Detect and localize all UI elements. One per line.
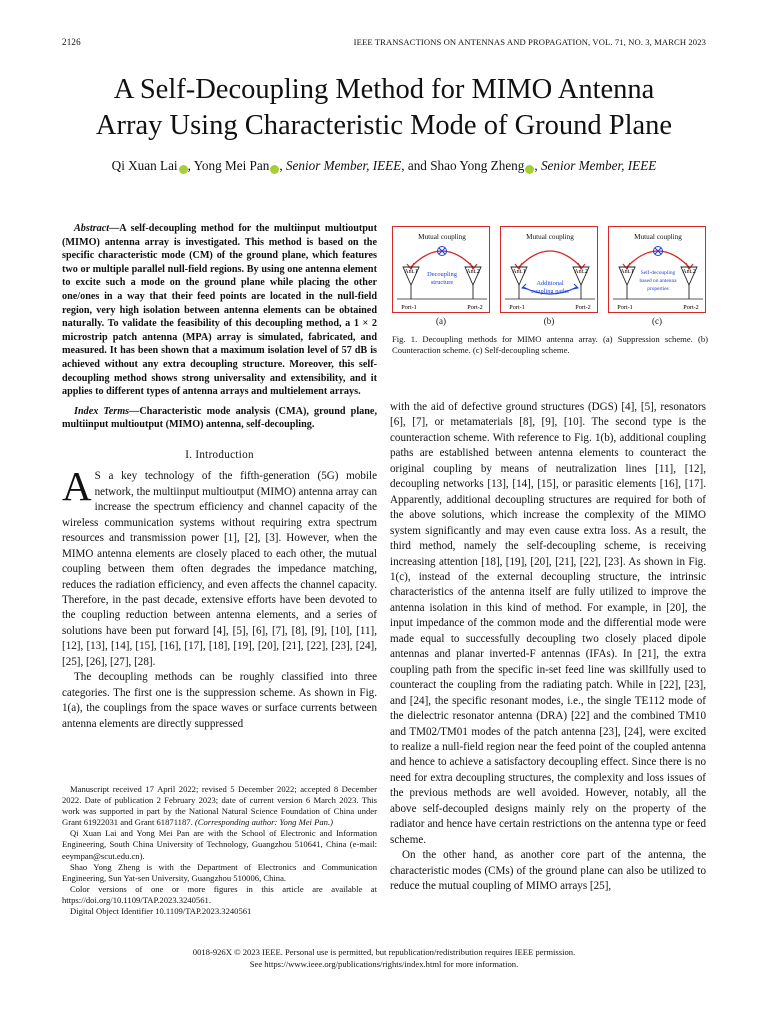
left-column bbox=[62, 222, 377, 732]
index-terms-label: Index Terms bbox=[74, 405, 130, 417]
author-1: Qi Xuan Lai bbox=[111, 158, 178, 173]
page-number: 2126 bbox=[62, 37, 81, 47]
index-terms-text: Characteristic mode analysis (CMA), ground plane, multiinput multioutput (MIMO) antenna, self-decoupling. bbox=[62, 405, 377, 431]
copyright-footer bbox=[40, 947, 728, 970]
antenna-1-label: Ant.1 bbox=[404, 269, 418, 275]
panel-label: (a) bbox=[436, 316, 446, 326]
port-2-label: Port-2 bbox=[575, 304, 591, 311]
title-line-2: Array Using Characteristic Mode of Ground Plane bbox=[95, 110, 673, 141]
footnote-corresponding: (Corresponding author: Yong Mei Pan.) bbox=[194, 817, 333, 828]
figure-panel-drawing bbox=[501, 227, 599, 314]
figure-panel bbox=[500, 226, 598, 313]
antenna-1-label: Ant.1 bbox=[620, 269, 634, 275]
figure-caption: Fig. 1. Decoupling methods for MIMO antenna array. (a) Suppression scheme. (b) Counteraction scheme. (c) Self-decoupling scheme. bbox=[392, 334, 708, 356]
antenna-1-label: Ant.1 bbox=[512, 269, 526, 275]
right-column bbox=[390, 400, 706, 895]
footnote-color-versions[interactable]: Color versions of one or more figures in this article are available at https://doi.org/10.1109/TAP.2023.3240561. bbox=[62, 883, 377, 905]
orcid-icon[interactable] bbox=[525, 165, 534, 174]
author-list: Qi Xuan Lai , Yong Mei Pan , Senior Member, IEEE, and Shao Yong Zheng , Senior Member, IEEE bbox=[111, 158, 657, 173]
figure-panel-drawing bbox=[393, 227, 491, 314]
intro-paragraph-1-text: S a key technology of the fifth-generation (5G) mobile network, the multiinput multioutput (MIMO) antenna array can increase the spectrum efficiency and channel capacity of the wireless communication systems without requiring extra spectrum resources and transmission power [1], [2], [3]. However, when the MIMO antenna elements are closely placed to each other, the mutual coupling between them often degrades the impedance matching, reduces the radiation efficiency, and even affects the channel capacity. Therefore, in the past decade, extensive efforts have been devoted to the coupling reduction between antenna elements, and a series of solutions have been put forward [4], [5], [6], [7], [8], [9], [10], [11], [12], [13], [14], [15], [16], [17], [18], [19], [20], [21], [22], [23], [24], [25], [26], [27], [28]. bbox=[62, 470, 377, 668]
antenna-2-label: Ant.2 bbox=[574, 269, 588, 275]
panel-annotation: Additional bbox=[536, 280, 564, 287]
footnote-manuscript-text: Manuscript received 17 April 2022; revised 5 December 2022; accepted 8 December 2022. Date of publication 2 February 2023; date of current version 6 March 2023. This work was supported in part by the National Natural Science Foundation of China under Grant 61922031 and Grant 61871187. bbox=[62, 784, 377, 828]
figure-panel bbox=[608, 226, 706, 313]
panel-annotation: Decoupling bbox=[427, 271, 457, 278]
abstract-label: Abstract bbox=[74, 223, 110, 234]
author-3: Shao Yong Zheng bbox=[430, 158, 525, 173]
port-2-label: Port-2 bbox=[467, 304, 483, 311]
figure-panel-drawing bbox=[609, 227, 707, 314]
panel-annotation: based on antenna bbox=[639, 278, 677, 284]
panel-annotation: properties bbox=[647, 286, 669, 292]
title-line-1: A Self-Decoupling Method for MIMO Antenna bbox=[113, 74, 655, 105]
port-1-label: Port-1 bbox=[617, 304, 633, 311]
footnote-affiliation-1: Qi Xuan Lai and Yong Mei Pan are with the School of Electronic and Information Engineering, South China University of Technology, Guangzhou 510641, China (e-mail: eeympan@scut.edu.cn). bbox=[62, 828, 377, 861]
panel-label: (c) bbox=[652, 316, 662, 326]
panel-annotation: coupling paths bbox=[531, 288, 569, 295]
footnote bbox=[62, 784, 377, 917]
panel-annotation: structure bbox=[430, 279, 454, 286]
coupling-arrow bbox=[411, 251, 473, 267]
orcid-icon[interactable] bbox=[179, 165, 188, 174]
coupling-arrow bbox=[519, 251, 581, 267]
abstract: Abstract—A self-decoupling method for the multiinput multioutput (MIMO) antenna array is investigated. This method is based on the specific characteristic mode (CM) of the ground plane, which features two or multiple parallel null-field regions. By using one antenna element to excite such a mode on the ground plane while placing the other one/ones in a way that their feed points are located in the null-field region, very high isolation between antenna elements can be obtained naturally. To validate the feasibility of this decoupling method, a 1 × 2 microstrip patch antenna (MPA) array is simulated, fabricated, and measured. It has been shown that a maximum isolation level of 57 dB is achieved without any extra decoupling structure. Moreover, this self-decoupling method shows strong universality and extensibility, and it applies to different types of antenna arrays and multielement arrays. bbox=[62, 223, 377, 398]
paper-title bbox=[40, 72, 728, 144]
antenna-2-label: Ant.2 bbox=[466, 269, 480, 275]
port-1-label: Port-1 bbox=[401, 304, 417, 311]
intro-paragraph-2: The decoupling methods can be roughly classified into three categories. The first one is the suppression scheme. As shown in Fig. 1(a), the couplings from the space waves or surface currents between antenna elements are directly suppressed bbox=[62, 671, 377, 730]
panel-title: Mutual coupling bbox=[526, 233, 574, 241]
panel-title: Mutual coupling bbox=[634, 233, 682, 241]
intro-paragraph-1 bbox=[62, 463, 377, 670]
footer-line-2[interactable]: See https://www.ieee.org/publications/rights/index.html for more information. bbox=[249, 958, 519, 969]
author-2-role: Senior Member, IEEE bbox=[285, 158, 402, 173]
footnote-affiliation-2: Shao Yong Zheng is with the Department of Electronics and Communication Engineering, Sun Yat-sen University, Guangzhou 510006, China. bbox=[62, 861, 377, 883]
author-separator: , and bbox=[401, 158, 431, 173]
author-3-role: Senior Member, IEEE bbox=[540, 158, 657, 173]
footer-line-1: 0018-926X © 2023 IEEE. Personal use is permitted, but republication/redistribution requires IEEE permission. bbox=[192, 947, 576, 957]
coupling-arrow bbox=[627, 251, 689, 267]
panel-label: (b) bbox=[543, 316, 555, 326]
index-terms: Index Terms—Characteristic mode analysis (CMA), ground plane, multiinput multioutput (MIMO) antenna, self-decoupling. bbox=[62, 405, 377, 431]
author-2: Yong Mei Pan bbox=[193, 158, 270, 173]
intro-paragraph-4: On the other hand, as another core part of the antenna, the characteristic modes (CMs) of the ground plane can also be utilized to reduce the mutual coupling of MIMO arrays [25], bbox=[390, 849, 706, 893]
panel-title: Mutual coupling bbox=[418, 233, 466, 241]
antenna-2-label: Ant.2 bbox=[682, 269, 696, 275]
panel-annotation: Self-decoupling bbox=[640, 270, 676, 276]
section-heading: I. Introduction bbox=[185, 448, 254, 461]
intro-paragraph-3: with the aid of defective ground structures (DGS) [4], [5], resonators [6], [7], or metamaterials [8], [9], [10]. The second type is the counteraction scheme. With reference to Fig. 1(b), additional coupling paths are established between antenna elements to counteract the original coupling by means of neutralization lines [11], [12], decoupling networks [13], [14], [15], or parasitic elements [16], [17]. Apparently, additional decoupling structures are required for both of the above solutions, which increase the complexity of the MIMO system significantly and may even cause extra loss. As a result, the third method, namely the self-decoupling scheme, is receiving increasing attention [18], [19], [20], [21], [22], [23]. As shown in Fig. 1(c), instead of the external decoupling structure, the intrinsic characteristics of the antenna itself are fully utilized to improve the antenna isolation in this kind of method. For example, in [20], the input impedance of the common mode and the differential mode were made equal to successfully decoupling two closely placed dipole antennas and planar inverted-F antennas (IFAs). In [21], the extra coupling path from the specific in-set feed line was skillfully used to counteract the coupling from the radiating patch. While in [22], [23], and [24], the specific resonant modes, i.e., the single TE112 mode of the dielectric resonator antenna (DRA) [22] and the combined TM10 and TM02/TM01 modes of the patch antenna [23], [24], were excited to realize a null-field region near the feed point of the coupled antenna and hence to achieve a satisfactory decoupling effect. Since there is no need for extra decoupling structures, the complexity and loss issues of the previous methods are well avoided. However, notably, all the above self-decoupled designs mainly rely on the property of the radiator and hence have certain restrictions on the antenna type or feed scheme. bbox=[390, 401, 706, 846]
footnote-doi: Digital Object Identifier 10.1109/TAP.2023.3240561 bbox=[70, 906, 252, 917]
dropcap: A bbox=[62, 463, 92, 510]
port-1-label: Port-1 bbox=[509, 304, 525, 311]
orcid-icon[interactable] bbox=[270, 165, 279, 174]
port-2-label: Port-2 bbox=[683, 304, 699, 311]
footnote-manuscript bbox=[62, 784, 377, 828]
abstract-text: A self-decoupling method for the multiinput multioutput (MIMO) antenna array is investigated. This method is based on the specific characteristic mode (CM) of the ground plane, which features two or multiple parallel null-field regions. By using one antenna element to excite such a mode on the ground plane while placing the other one/ones in a way that their feed points are located in the null-field region, very high isolation between antenna elements can be obtained naturally. To validate the feasibility of this decoupling method, a 1 × 2 microstrip patch antenna (MPA) array is simulated, fabricated, and measured. It has been shown that a maximum isolation level of 57 dB is achieved without any extra decoupling structure. Moreover, this self-decoupling method shows strong universality and extensibility, and it applies to different types of antenna arrays and multielement arrays. bbox=[62, 223, 377, 398]
figure-panel bbox=[392, 226, 490, 313]
journal-header: IEEE TRANSACTIONS ON ANTENNAS AND PROPAGATION, VOL. 71, NO. 3, MARCH 2023 bbox=[353, 37, 706, 47]
